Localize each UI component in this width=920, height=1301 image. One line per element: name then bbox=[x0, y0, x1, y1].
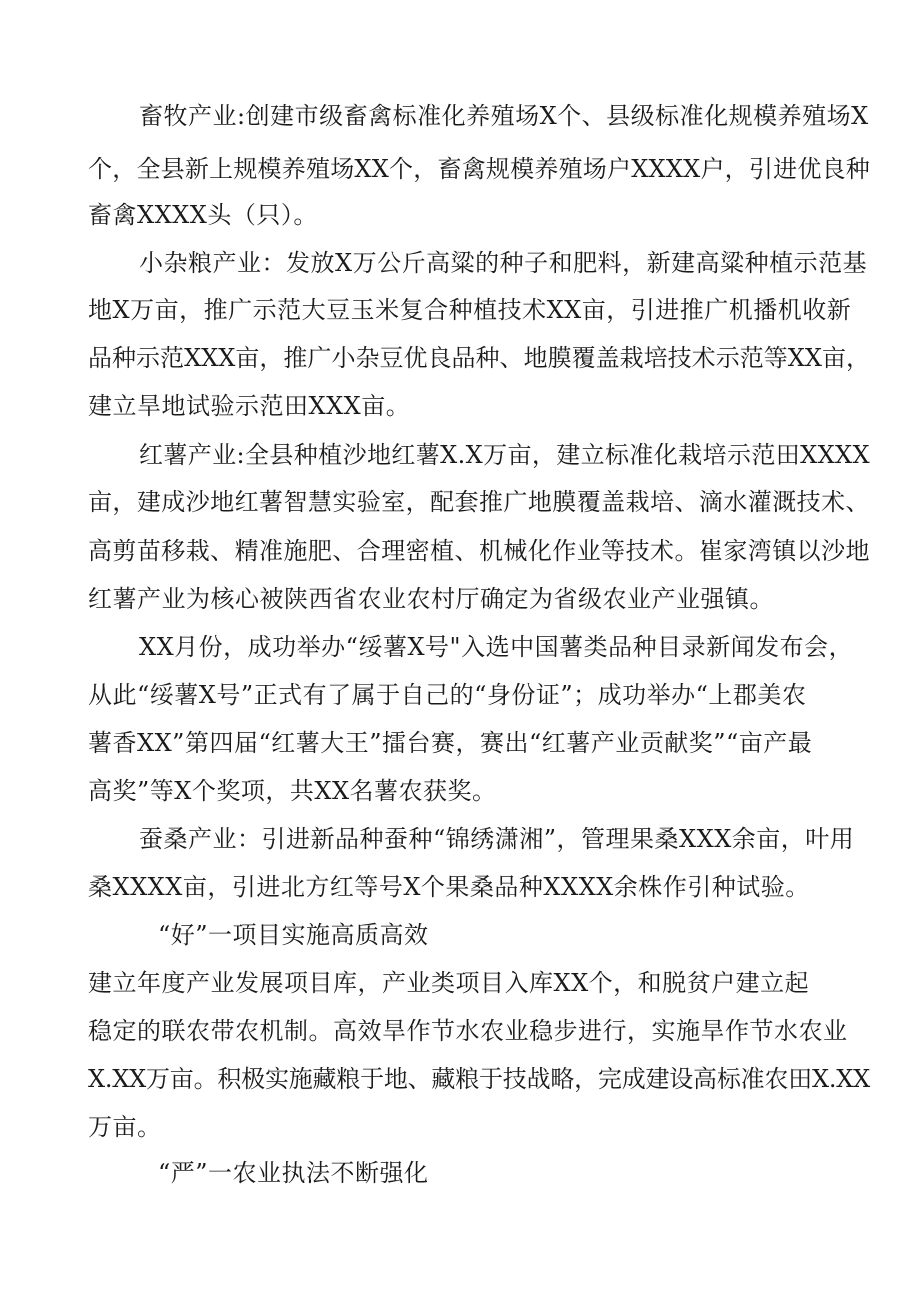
text-line: 建立旱地试验示范田XXX亩。 bbox=[88, 392, 411, 420]
text-line: 蚕桑产业：引进新品种蚕种“锦绣潇湘”，管理果桑XXX余亩，叶用 bbox=[139, 825, 855, 853]
text-line: 建立年度产业发展项目库，产业类项目入库XX个，和脱贫户建立起 bbox=[88, 969, 810, 997]
text-line: 从此“绥薯X号”正式有了属于自己的“身份证”；成功举办“上郡美农 bbox=[88, 681, 807, 709]
text-line: 地X万亩，推广示范大豆玉米复合种植技术XX亩，引进推广机播机收新 bbox=[88, 296, 852, 324]
text-line: 万亩。 bbox=[88, 1113, 162, 1141]
text-line: 红薯产业:全县种植沙地红薯X.X万亩，建立标准化栽培示范田XXXX bbox=[139, 441, 870, 469]
text-line: 薯香XX”第四届“红薯大王”擂台赛，赛出“红薯产业贡献奖”“亩产最 bbox=[88, 729, 813, 757]
text-line: 畜禽XXXX头（只）。 bbox=[88, 201, 318, 229]
section-heading-strict: “严”一农业执法不断强化 bbox=[158, 1159, 429, 1187]
text-line: 畜牧产业:创建市级畜禽标准化养殖场X个、县级标准化规模养殖场X bbox=[139, 102, 869, 130]
text-line: 品种示范XXX亩，推广小杂豆优良品种、地膜覆盖栽培技术示范等XX亩， bbox=[88, 344, 870, 372]
text-line: 个，全县新上规模养殖场XX个，畜禽规模养殖场户XXXX户，引进优良种 bbox=[88, 155, 870, 183]
text-line: 高剪苗移栽、精准施肥、合理密植、机械化作业等技术。崔家湾镇以沙地 bbox=[88, 537, 870, 565]
text-line: 桑XXXX亩，引进北方红等号X个果桑品种XXXX余株作引种试验。 bbox=[88, 873, 810, 901]
text-line: 高奖”等X个奖项，共XX名薯农获奖。 bbox=[88, 777, 497, 805]
text-line: 亩，建成沙地红薯智慧实验室，配套推广地膜覆盖栽培、滴水灌溉技术、 bbox=[88, 488, 870, 516]
text-line: 小杂粮产业：发放X万公斤高粱的种子和肥料，新建高粱种植示范基 bbox=[139, 249, 868, 277]
text-line: X.XX万亩。积极实施藏粮于地、藏粮于技战略，完成建设高标准农田X.XX bbox=[88, 1065, 870, 1093]
text-line: 红薯产业为核心被陕西省农业农村厅确定为省级农业产业强镇。 bbox=[88, 585, 774, 613]
text-line: 稳定的联农带农机制。高效旱作节水农业稳步进行，实施旱作节水农业 bbox=[88, 1017, 848, 1045]
text-line: XX月份，成功举办“绥薯X号"入选中国薯类品种目录新闻发布会， bbox=[139, 633, 854, 661]
section-heading-good: “好”一项目实施高质高效 bbox=[158, 921, 429, 949]
